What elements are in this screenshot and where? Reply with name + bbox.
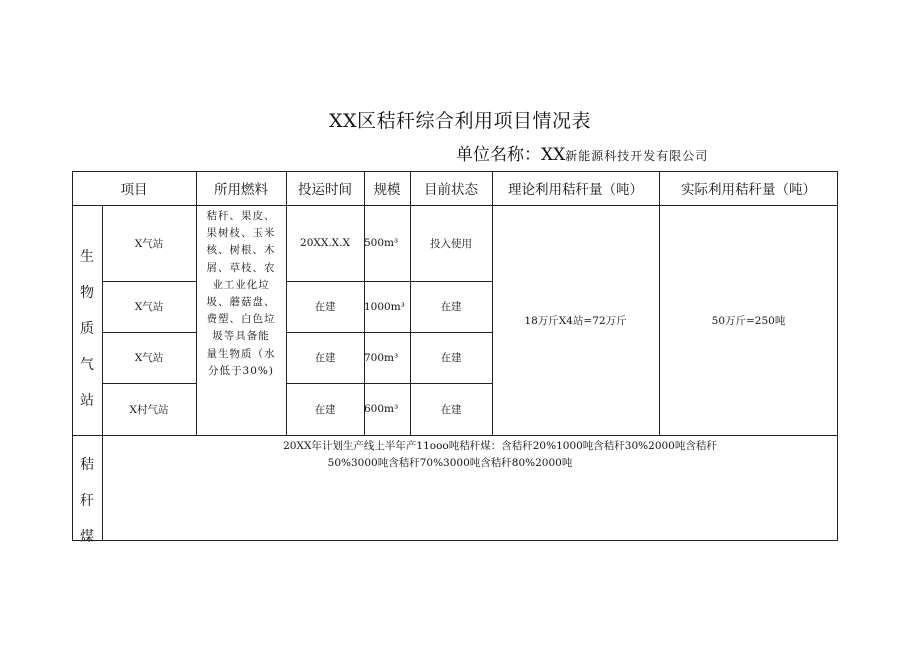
operation-time: 20XX.X.X: [300, 237, 350, 249]
header-operation-time: 投运时间: [298, 182, 352, 198]
current-status: 在建: [440, 403, 462, 416]
header-actual-amount: 实际利用秸秆量（吨）: [681, 182, 816, 198]
group-label-straw-briquette: 秸 秆 煤: [80, 457, 94, 545]
unit-company: 新能源科技开发有限公司: [565, 149, 709, 163]
unit-label: 单位名称：XX: [456, 145, 566, 165]
station-name: X村气站: [129, 403, 169, 416]
header-theoretical-amount: 理论利用秸秆量（吨）: [508, 182, 643, 198]
document-title: XX区秸秆综合利用项目情况表: [328, 110, 592, 132]
scale: 700m³: [364, 351, 399, 364]
scale: 1000m³: [364, 300, 405, 313]
station-name: X气站: [134, 301, 164, 313]
header-status: 目前状态: [424, 182, 478, 198]
unit-name: [456, 140, 708, 165]
group-label-biomass-gas-station: 生 物 质 气 站: [80, 249, 94, 409]
current-status: 在建: [440, 352, 462, 364]
operation-time: 在建: [314, 352, 336, 364]
current-status: 在建: [440, 301, 462, 313]
operation-time: 在建: [314, 403, 336, 416]
fuel-description: 秸秆、果皮、 果树枝、玉米 核、树根、木 屑、草枝、农 业工业化垃 圾、蘑菇盘、 费塑、白色垃 圾等具备能 量生物质（水 分低于30%): [206, 210, 276, 377]
project-table: [72, 171, 838, 545]
header-fuel: 所用燃料: [214, 182, 268, 198]
theoretical-total: 18万斤X4站=72万斤: [524, 314, 627, 327]
actual-total: 50万斤=250吨: [711, 314, 786, 327]
briquette-plan-note: 20XX年计划生产线上半年产11ooo吨秸秆煤：含秸秆20%1000吨含秸秆30%2000吨含秸秆 50%3000吨含秸秆70%3000吨含秸秆80%2000吨: [283, 440, 717, 469]
scale: 500m³: [364, 237, 399, 249]
header-project: 项目: [120, 182, 148, 198]
station-name: X气站: [134, 237, 164, 250]
header-scale: 规模: [373, 182, 401, 198]
operation-time: 在建: [314, 301, 336, 313]
scale: 600m³: [364, 403, 399, 415]
station-name: X气站: [134, 352, 164, 364]
current-status: 投入使用: [430, 237, 472, 250]
